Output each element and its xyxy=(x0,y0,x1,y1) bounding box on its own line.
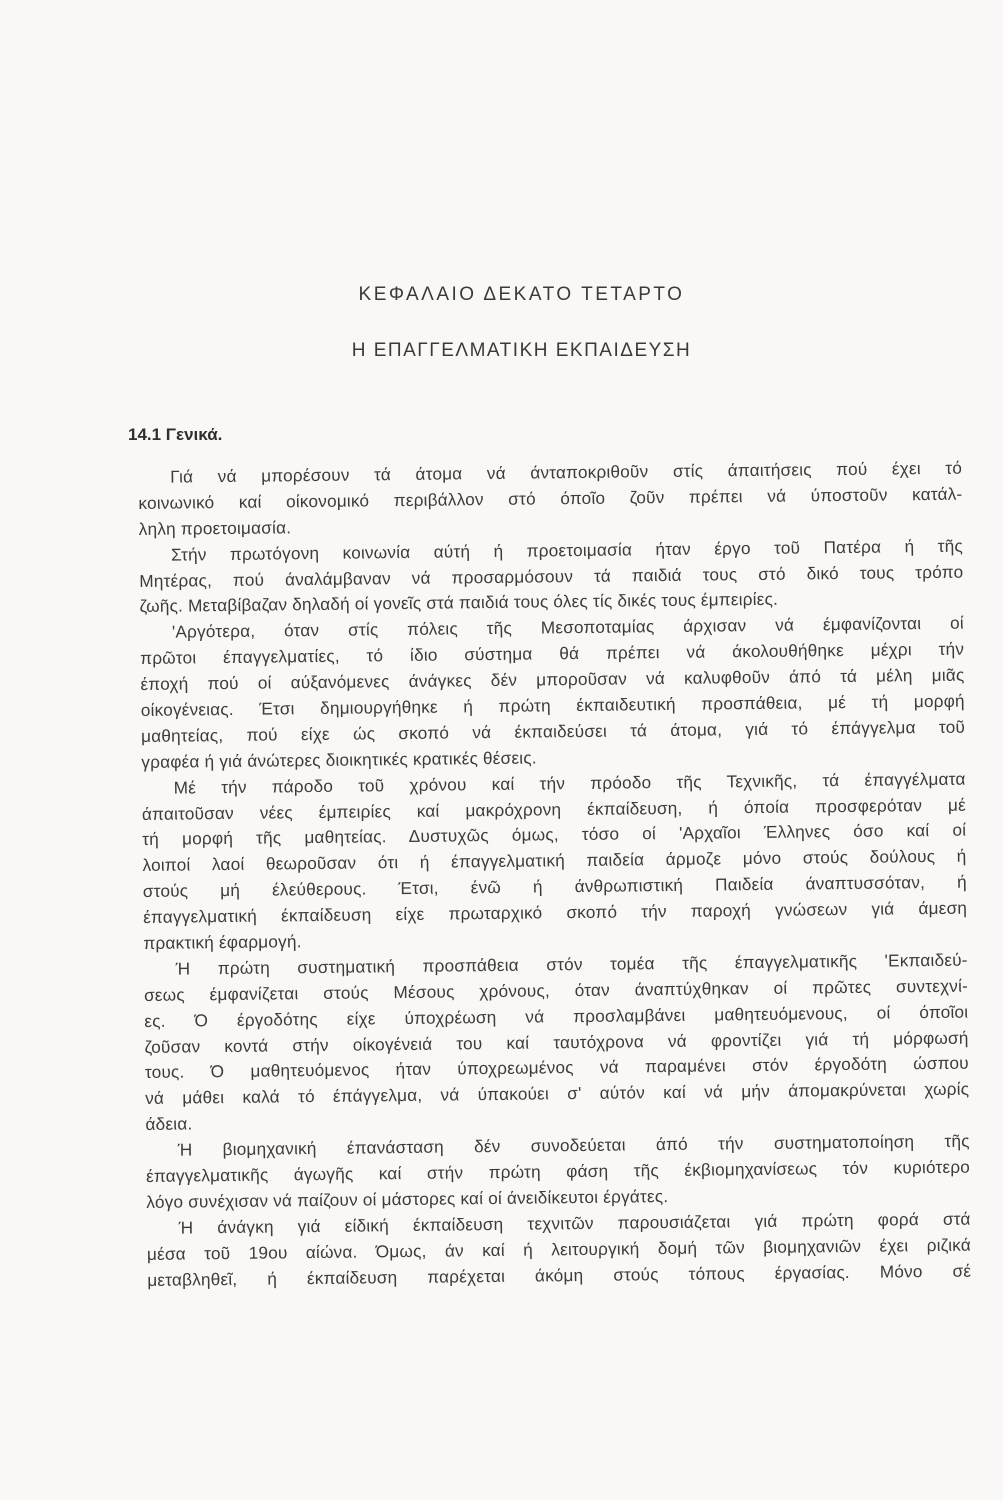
text-line: πρῶτοι έπαγγελματίες, τό ίδιο σύστημα θά πρέπει νά άκολουθήθηκε μέχρι τήν xyxy=(140,638,965,669)
text-line: τους. Ό μαθητευόμενος ήταν ύποχρεωμένος νά παραμένει στόν έργοδότη ώσπου xyxy=(144,1053,969,1083)
text-line: οίκογένειας. Έτσι δημιουργήθηκε ή πρώτη έκπαιδευτική προσπάθεια, μέ τή μορφή xyxy=(140,690,965,720)
text-line: άπαιτοῦσαν νέες έμπειρίες καί μακρόχρονη έκπαίδευση, ή όποία προσφερόταν μέ xyxy=(141,794,967,824)
body-text xyxy=(138,456,971,1294)
text-line: μαθητείας, πού είχε ώς σκοπό νά έκπαιδεύσει τά άτομα, γιά τό έπάγγελμα τοῦ xyxy=(140,716,966,746)
text-line: έπαγγελματικῆς άγωγῆς καί στήν πρώτη φάση τῆς έκβιομηχανίσεως τόν κυριότερο xyxy=(145,1156,971,1187)
text-line: Ή πρώτη συστηματική προσπάθεια στόν τομέα τῆς έπαγγελματικῆς 'Εκπαιδεύ- xyxy=(175,949,968,979)
text-line: έποχή πού οί αύξανόμενες άνάγκες δέν μποροῦσαν νά καλυφθοῦν άπό τά μέλη μιᾶς xyxy=(140,664,965,695)
text-line: Ή βιομηχανική έπανάσταση δέν συνοδεύεται άπό τήν συστηματοποίηση τῆς xyxy=(177,1130,970,1160)
chapter-number-title: ΚΕΦΑΛΑΙΟ ΔΕΚΑΤΟ ΤΕΤΑΡΤΟ xyxy=(358,284,685,305)
text-line: σεως έμφανίζεται στούς Μέσους χρόνους, όταν άναπτύχθηκαν οί πρῶτες συντεχνί- xyxy=(143,975,969,1005)
text-line: κοινωνικό καί οίκονομικό περιβάλλον στό όποῖο ζοῦν πρέπει νά ύποστοῦν κατάλ- xyxy=(138,483,963,513)
text-line: λόγο συνέχισαν νά παίζουν οί μάστορες καί οί άνειδίκευτοι έργάτες. xyxy=(146,1185,669,1212)
text-line: μεταβληθεῖ, ή έκπαίδευση παρέχεται άκόμη στούς τόπους έργασίας. Μόνο σέ xyxy=(147,1260,972,1290)
section-heading: 14.1 Γενικά. xyxy=(128,425,223,444)
text-line: Στήν πρωτόγονη κοινωνία αύτή ή προετοιμασία ήταν έργο τοῦ Πατέρα ή τῆς xyxy=(170,535,964,565)
text-line: έπαγγελματική έκπαίδευση είχε πρωταρχικό σκοπό τήν παροχή γνώσεων γιά άμεση xyxy=(143,897,968,928)
text-line: νά μάθει καλά τό έπάγγελμα, νά ύπακούει σ' αύτόν καί νά μήν άπομακρύνεται χωρίς xyxy=(145,1078,970,1109)
text-line: λοιποί λαοί θεωροῦσαν ότι ή έπαγγελματική παιδεία άρμοζε μόνο στούς δούλους ή xyxy=(142,845,967,876)
text-line: στούς μή έλεύθερους. Έτσι, ένῶ ή άνθρωπιστική Παιδεία άναπτυσσόταν, ή xyxy=(142,871,967,902)
text-line: Μέ τήν πάροδο τοῦ χρόνου καί τήν πρόοδο τῆς Τεχνικῆς, τά έπαγγέλματα xyxy=(173,768,966,798)
text-line: ληλη προετοιμασία. xyxy=(138,517,292,539)
text-line: ζωῆς. Μεταβίβαζαν δηλαδή οί γονεῖς στά παιδιά τους όλες τίς δικές τους έμπειρίες. xyxy=(139,589,779,617)
text-line: Ή άνάγκη γιά είδική έκπαίδευση τεχνιτῶν παρουσιάζεται γιά πρώτη φορά στά xyxy=(178,1208,971,1238)
text-line: μέσα τοῦ 19ου αίώνα. Όμως, άν καί ή λειτουργική δομή τῶν βιομηχανιῶν έχει ριζικά xyxy=(146,1234,972,1264)
text-line: τή μορφή τῆς μαθητείας. Δυστυχῶς όμως, τόσο οί 'Αρχαῖοι Έλληνες όσο καί οί xyxy=(142,820,967,850)
text-line: πρακτική έφαρμογή. xyxy=(143,931,302,953)
text-line: 'Αργότερα, όταν στίς πόλεις τῆς Μεσοποταμίας άρχισαν νά έμφανίζονται οί xyxy=(171,612,964,642)
text-line: ζοῦσαν κοντά στήν οίκογένειά του καί ταυτόχρονα νά φροντίζει γιά τή μόρφωσή xyxy=(144,1027,969,1057)
text-line: γραφέα ή γιά άνώτερες διοικητικές κρατικές θέσεις. xyxy=(141,747,537,772)
text-line: Γιά νά μπορέσουν τά άτομα νά άνταποκριθοῦν στίς άπαιτήσεις πού έχει τό xyxy=(170,457,963,487)
text-line: άδεια. xyxy=(145,1113,193,1135)
text-line: Μητέρας, πού άναλάμβαναν νά προσαρμόσουν τά παιδιά τους στό δικό τους τρόπο xyxy=(139,561,964,591)
chapter-title: Η ΕΠΑΓΓΕΛΜΑΤΙΚΗ ΕΚΠΑΙΔΕΥΣΗ xyxy=(351,340,692,361)
text-line: ες. Ό έργοδότης είχε ύποχρέωση νά προσλαμβάνει μαθητευόμενους, οί όποῖοι xyxy=(144,1001,969,1031)
